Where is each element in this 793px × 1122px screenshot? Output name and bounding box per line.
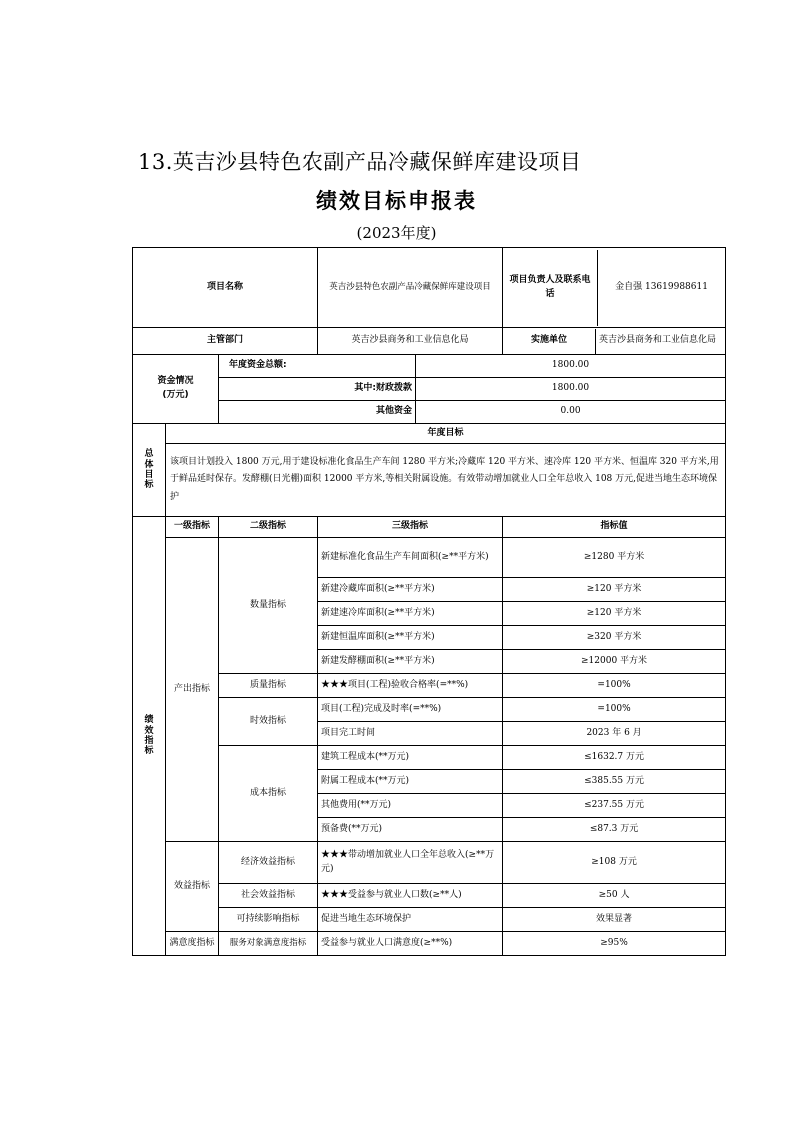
level1-output: 产出指标	[166, 538, 219, 842]
indicator-value: ≥1280 平方米	[503, 538, 726, 578]
level2-timeliness: 时效指标	[219, 698, 318, 746]
goal-header: 年度目标	[166, 424, 726, 444]
department-label: 主管部门	[133, 328, 318, 355]
goal-side-char: 目	[144, 470, 154, 480]
goal-text-row	[133, 444, 726, 517]
indicator-name: 促进当地生态环境保护	[318, 908, 503, 932]
goal-text: 该项目计划投入 1800 万元,用于建设标准化食品生产车间 1280 平方米;冷藏库 120 平方米、速冷库 120 平方米、恒温库 320 平方米,用于鲜品延时保存。发酵棚(日光棚)面积 12000 平方米,等相关附属设施。有效带动增加就业人口全年总收入 108 万元,促进当地生态环境保护	[166, 444, 726, 517]
level2-service-satisfaction: 服务对象满意度指标	[219, 932, 318, 956]
project-name-label: 项目名称	[133, 248, 318, 328]
col-header-value: 指标值	[503, 517, 726, 538]
implementing-unit-label: 实施单位	[503, 329, 596, 354]
indicator-row	[133, 908, 726, 932]
project-contact-label: 项目负责人及联系电话	[503, 250, 598, 326]
indicator-row	[133, 746, 726, 770]
indicator-name: 项目完工时间	[318, 722, 503, 746]
indicator-value: =100%	[503, 674, 726, 698]
department-value: 英吉沙县商务和工业信息化局	[318, 328, 503, 355]
indicator-name: 附属工程成本(**万元)	[318, 770, 503, 794]
indicator-name: ★★★受益参与就业人口数(≥**人)	[318, 884, 503, 908]
indicator-value: ≤87.3 万元	[503, 818, 726, 842]
performance-goal-table	[132, 247, 726, 956]
indicator-name: 预备费(**万元)	[318, 818, 503, 842]
col-header-level2: 二级指标	[219, 517, 318, 538]
indicator-header-row	[133, 517, 726, 538]
indicator-value: ≥120 平方米	[503, 602, 726, 626]
indicator-name: 建筑工程成本(**万元)	[318, 746, 503, 770]
indicator-side-char: 效	[144, 725, 154, 736]
project-name-value: 英吉沙县特色农副产品冷藏保鲜库建设项目	[318, 248, 503, 328]
indicator-side-label	[133, 517, 166, 956]
indicator-value: ≤1632.7 万元	[503, 746, 726, 770]
indicator-row	[133, 932, 726, 956]
indicator-value: ≥50 人	[503, 884, 726, 908]
indicator-name: 新建速冷库面积(≥**平方米)	[318, 602, 503, 626]
level2-quality: 质量指标	[219, 674, 318, 698]
funds-total-value: 1800.00	[416, 355, 726, 378]
level1-satisfaction: 满意度指标	[166, 932, 219, 956]
indicator-name: 新建冷藏库面积(≥**平方米)	[318, 578, 503, 602]
indicator-name: 新建恒温库面积(≥**平方米)	[318, 626, 503, 650]
level2-social: 社会效益指标	[219, 884, 318, 908]
indicator-row	[133, 538, 726, 578]
level2-economic: 经济效益指标	[219, 842, 318, 884]
funds-other-value: 0.00	[416, 401, 726, 424]
funds-fiscal-label: 其中:财政拨款	[219, 378, 416, 401]
level2-sustainable: 可持续影响指标	[219, 908, 318, 932]
indicator-value: 效果显著	[503, 908, 726, 932]
goal-side-char: 体	[144, 459, 154, 470]
indicator-name: ★★★项目(工程)验收合格率(=**%)	[318, 674, 503, 698]
col-header-level1: 一级指标	[166, 517, 219, 538]
indicator-value: =100%	[503, 698, 726, 722]
indicator-value: ≥320 平方米	[503, 626, 726, 650]
indicator-name: 新建标准化食品生产车间面积(≥**平方米)	[318, 538, 503, 578]
indicator-name: 项目(工程)完成及时率(=**%)	[318, 698, 503, 722]
project-name-row	[133, 248, 726, 328]
indicator-value: ≥95%	[503, 932, 726, 956]
indicator-side-char: 标	[144, 746, 154, 757]
indicator-value: ≥108 万元	[503, 842, 726, 884]
indicator-value: ≥12000 平方米	[503, 650, 726, 674]
funds-other-label: 其他资金	[219, 401, 416, 424]
goal-side-char: 标	[144, 480, 154, 491]
indicator-side-char: 指	[144, 736, 154, 746]
indicator-value: 2023 年 6 月	[503, 722, 726, 746]
funds-fiscal-value: 1800.00	[416, 378, 726, 401]
funds-label-line1: 资金情况	[157, 376, 194, 387]
department-row	[133, 328, 726, 355]
funds-label	[133, 355, 219, 424]
funds-row-fiscal	[133, 378, 726, 401]
form-subtitle: (2023年度)	[356, 224, 437, 242]
indicator-name: 新建发酵棚面积(≥**平方米)	[318, 650, 503, 674]
project-contact-value: 金自强 13619988611	[615, 281, 708, 292]
funds-total-label: 年度资金总额:	[219, 355, 416, 378]
goal-side-label	[133, 424, 166, 517]
indicator-value: ≥120 平方米	[503, 578, 726, 602]
form-title: 绩效目标申报表	[316, 189, 477, 213]
project-heading: 13.英吉沙县特色农副产品冷藏保鲜库建设项目	[138, 150, 582, 174]
level2-quantity: 数量指标	[219, 538, 318, 674]
indicator-value: ≤385.55 万元	[503, 770, 726, 794]
col-header-level3: 三级指标	[318, 517, 503, 538]
indicator-value: ≤237.55 万元	[503, 794, 726, 818]
goal-side-char: 总	[144, 449, 154, 460]
funds-row-total	[133, 355, 726, 378]
indicator-row	[133, 698, 726, 722]
level2-cost: 成本指标	[219, 746, 318, 842]
indicator-row	[133, 674, 726, 698]
implementing-unit-value: 英吉沙县商务和工业信息化局	[599, 335, 717, 346]
indicator-side-char: 绩	[144, 715, 154, 726]
goal-header-row	[133, 424, 726, 444]
indicator-name: 其他费用(**万元)	[318, 794, 503, 818]
indicator-row	[133, 842, 726, 884]
indicator-name: 受益参与就业人口满意度(≥**%)	[318, 932, 503, 956]
funds-label-line2: (万元)	[162, 390, 189, 400]
funds-row-other	[133, 401, 726, 424]
indicator-row	[133, 884, 726, 908]
level1-benefit: 效益指标	[166, 842, 219, 932]
indicator-name: ★★★带动增加就业人口全年总收入(≥**万元)	[318, 842, 503, 884]
